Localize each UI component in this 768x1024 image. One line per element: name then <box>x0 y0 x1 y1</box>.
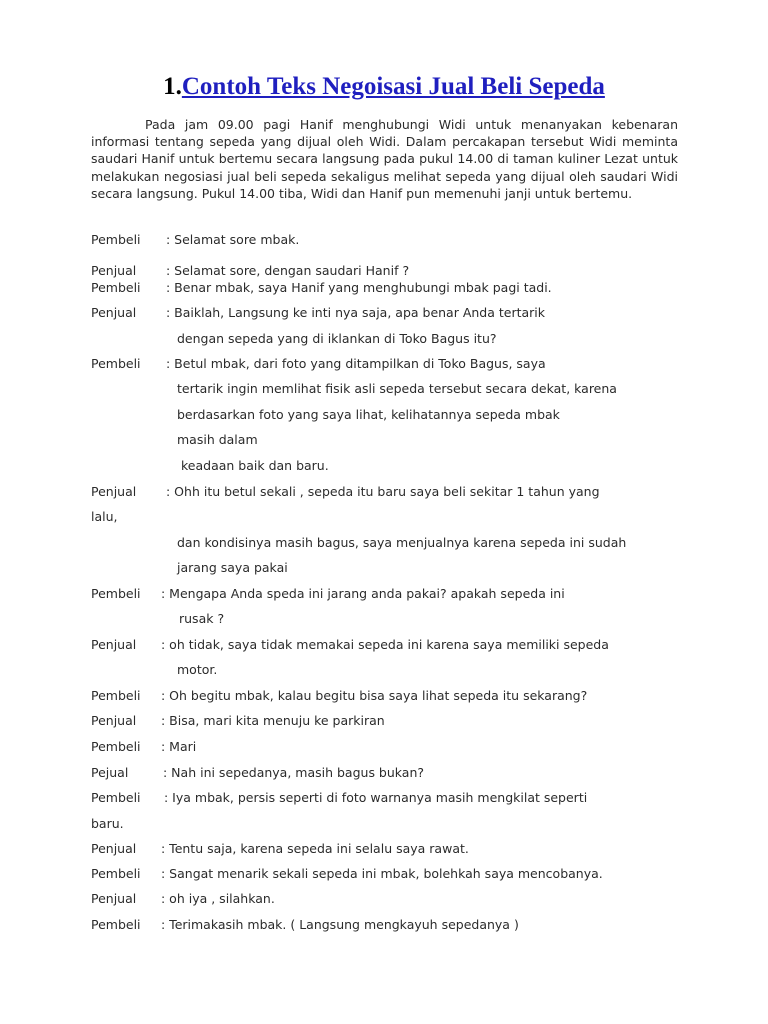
dialogue-line: : Betul mbak, dari foto yang ditampilkan di Toko Bagus, saya <box>166 356 546 371</box>
dialogue-line: rusak ? <box>179 611 225 626</box>
speaker-label: Penjual <box>91 891 137 906</box>
speaker-label: Penjual <box>91 841 137 856</box>
dialogue-line: lalu, <box>91 509 118 524</box>
dialogue-line: berdasarkan foto yang saya lihat, kelihatannya sepeda mbak <box>177 407 560 422</box>
speaker-label: Pembeli <box>91 866 141 881</box>
dialogue-line: : Nah ini sepedanya, masih bagus bukan? <box>163 765 425 780</box>
title-link[interactable]: Contoh Teks Negoisasi Jual Beli Sepeda <box>181 73 605 100</box>
speaker-label: Penjual <box>91 637 137 652</box>
speaker-label: Pembeli <box>91 232 141 247</box>
dialogue-line: : Mari <box>161 739 197 754</box>
dialogue-line: jarang saya pakai <box>177 560 288 575</box>
dialogue-line: : Mengapa Anda speda ini jarang anda pakai? apakah sepeda ini <box>161 586 565 601</box>
speaker-label: Pembeli <box>91 917 141 932</box>
dialogue-line: : Selamat sore, dengan saudari Hanif ? <box>166 263 410 278</box>
speaker-label: Penjual <box>91 305 137 320</box>
speaker-label: Penjual <box>91 484 137 499</box>
dialogue-line: dan kondisinya masih bagus, saya menjualnya karena sepeda ini sudah <box>177 535 627 550</box>
dialogue-line: : Terimakasih mbak. ( Langsung mengkayuh sepedanya ) <box>161 917 519 932</box>
speaker-label: Penjual <box>91 713 137 728</box>
speaker-label: Pembeli <box>91 356 141 371</box>
speaker-label: Pembeli <box>91 586 141 601</box>
speaker-label: Pembeli <box>91 790 141 805</box>
dialogue-line: keadaan baik dan baru. <box>181 458 329 473</box>
dialogue-line: : Bisa, mari kita menuju ke parkiran <box>161 713 385 728</box>
dialogue-line: motor. <box>177 662 218 677</box>
dialogue-line: : Tentu saja, karena sepeda ini selalu saya rawat. <box>161 841 469 856</box>
dialogue-line: : oh iya , silahkan. <box>161 891 275 906</box>
speaker-label: Pembeli <box>91 280 141 295</box>
document-title <box>0 73 768 101</box>
speaker-label: Pembeli <box>91 688 141 703</box>
dialogue-line: : Iya mbak, persis seperti di foto warnanya masih mengkilat seperti <box>164 790 588 805</box>
speaker-label: Pembeli <box>91 739 141 754</box>
speaker-label: Penjual <box>91 263 137 278</box>
intro-paragraph: Pada jam 09.00 pagi Hanif menghubungi Widi untuk menanyakan kebenaran informasi tentang sepeda yang dijual oleh Widi. Dalam percakapan tersebut Widi meminta saudari Hanif untuk bertemu secara langsung pada pukul 14.00 di taman kuliner Lezat untuk melakukan negosiasi jual beli sepeda sekaligus melihat sepeda yang dijual oleh saudari Widi secara langsung. Pukul 14.00 tiba, Widi dan Hanif pun memenuhi janji untuk bertemu. <box>91 117 678 201</box>
dialogue-line: dengan sepeda yang di iklankan di Toko Bagus itu? <box>177 331 497 346</box>
dialogue-line: tertarik ingin memlihat fisik asli sepeda tersebut secara dekat, karena <box>177 381 617 396</box>
dialogue-line: : oh tidak, saya tidak memakai sepeda ini karena saya memiliki sepeda <box>161 637 609 652</box>
speaker-label: Pejual <box>91 765 129 780</box>
title-number: 1. <box>163 73 182 100</box>
dialogue-line: : Baiklah, Langsung ke inti nya saja, apa benar Anda tertarik <box>166 305 546 320</box>
dialogue-line: : Ohh itu betul sekali , sepeda itu baru saya beli sekitar 1 tahun yang <box>166 484 600 499</box>
dialogue-line: : Sangat menarik sekali sepeda ini mbak, bolehkah saya mencobanya. <box>161 866 603 881</box>
dialogue-line: : Selamat sore mbak. <box>166 232 300 247</box>
dialogue-line: masih dalam <box>177 432 258 447</box>
dialogue-line: : Oh begitu mbak, kalau begitu bisa saya lihat sepeda itu sekarang? <box>161 688 588 703</box>
dialogue-line: baru. <box>91 816 124 831</box>
dialogue-line: : Benar mbak, saya Hanif yang menghubungi mbak pagi tadi. <box>166 280 552 295</box>
